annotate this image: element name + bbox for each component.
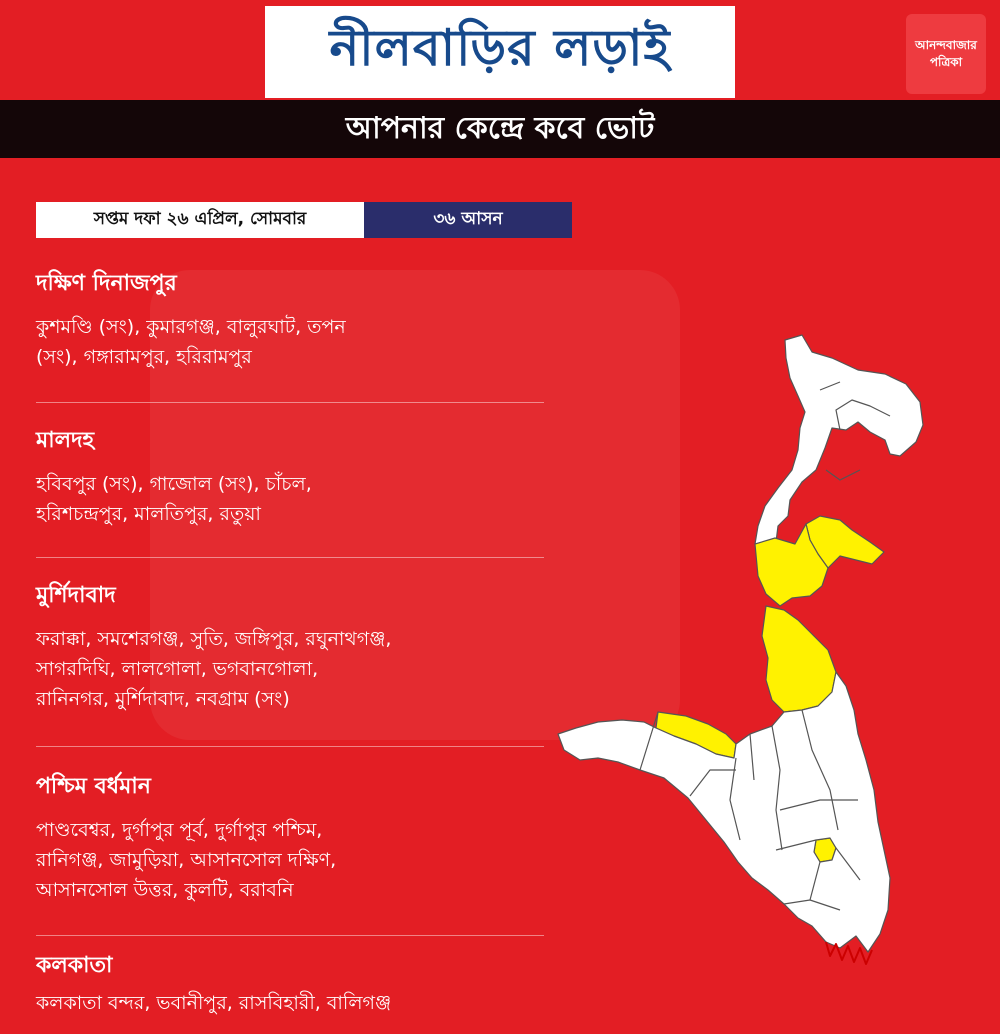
page-subtitle: আপনার কেন্দ্রে কবে ভোট [345, 110, 655, 146]
district-section [36, 936, 544, 1026]
constituency-line: রানিনগর, মুর্শিদাবাদ, নবগ্রাম (সং) [36, 688, 290, 710]
constituency-line: পাণ্ডবেশ্বর, দুর্গাপুর পূর্ব, দুর্গাপুর পশ্চিম, [36, 819, 323, 841]
constituency-list [36, 312, 544, 372]
constituency-list [36, 988, 544, 1018]
constituency-line: কলকাতা বন্দর, ভবানীপুর, রাসবিহারী, বালিগঞ্জ [36, 992, 392, 1014]
district-name: কলকাতা [36, 953, 113, 978]
logo-line-2: পত্রিকা [929, 55, 963, 69]
logo-line-1: আনন্দবাজার [915, 38, 977, 52]
district-list [36, 262, 556, 1026]
district-section [36, 262, 544, 403]
map-svg [540, 330, 1000, 1020]
phase-label: সপ্তম দফা ২৬ এপ্রিল, সোমবার [36, 202, 364, 238]
district-section [36, 747, 544, 936]
subtitle-bar [0, 100, 1000, 158]
district-name: মালদহ [36, 428, 95, 453]
publisher-logo [906, 14, 986, 94]
district-name: দক্ষিণ দিনাজপুর [36, 271, 177, 296]
title-banner [265, 6, 735, 98]
map-region-south [558, 672, 890, 952]
constituency-line: সাগরদিঘি, লালগোলা, ভগবানগোলা, [36, 658, 319, 680]
page-title: নীলবাড়ির লড়াই [329, 18, 671, 77]
constituency-line: (সং), গঙ্গারামপুর, হরিরামপুর [36, 346, 252, 368]
district-section [36, 558, 544, 747]
constituency-list [36, 815, 544, 905]
constituency-line: হরিশচন্দ্রপুর, মালতিপুর, রতুয়া [36, 503, 261, 525]
constituency-line: কুশমণ্ডি (সং), কুমারগঞ্জ, বালুরঘাট, তপন [36, 316, 346, 338]
constituency-line: ফরাক্কা, সমশেরগঞ্জ, সুতি, জঙ্গিপুর, রঘুনাথগঞ্জ, [36, 628, 392, 650]
seat-count-badge: ৩৬ আসন [364, 202, 572, 238]
district-section [36, 403, 544, 558]
constituency-line: হবিবপুর (সং), গাজোল (সং), চাঁচল, [36, 473, 312, 495]
district-name: পশ্চিম বর্ধমান [36, 774, 151, 799]
district-name: মুর্শিদাবাদ [36, 583, 116, 608]
map-region-murshidabad [762, 606, 836, 712]
constituency-list [36, 469, 544, 529]
constituency-line: রানিগঞ্জ, জামুড়িয়া, আসানসোল দক্ষিণ, [36, 849, 337, 871]
constituency-line: আসানসোল উত্তর, কুলটি, বরাবনি [36, 879, 294, 901]
constituency-list [36, 624, 544, 714]
west-bengal-map [540, 330, 1000, 1020]
